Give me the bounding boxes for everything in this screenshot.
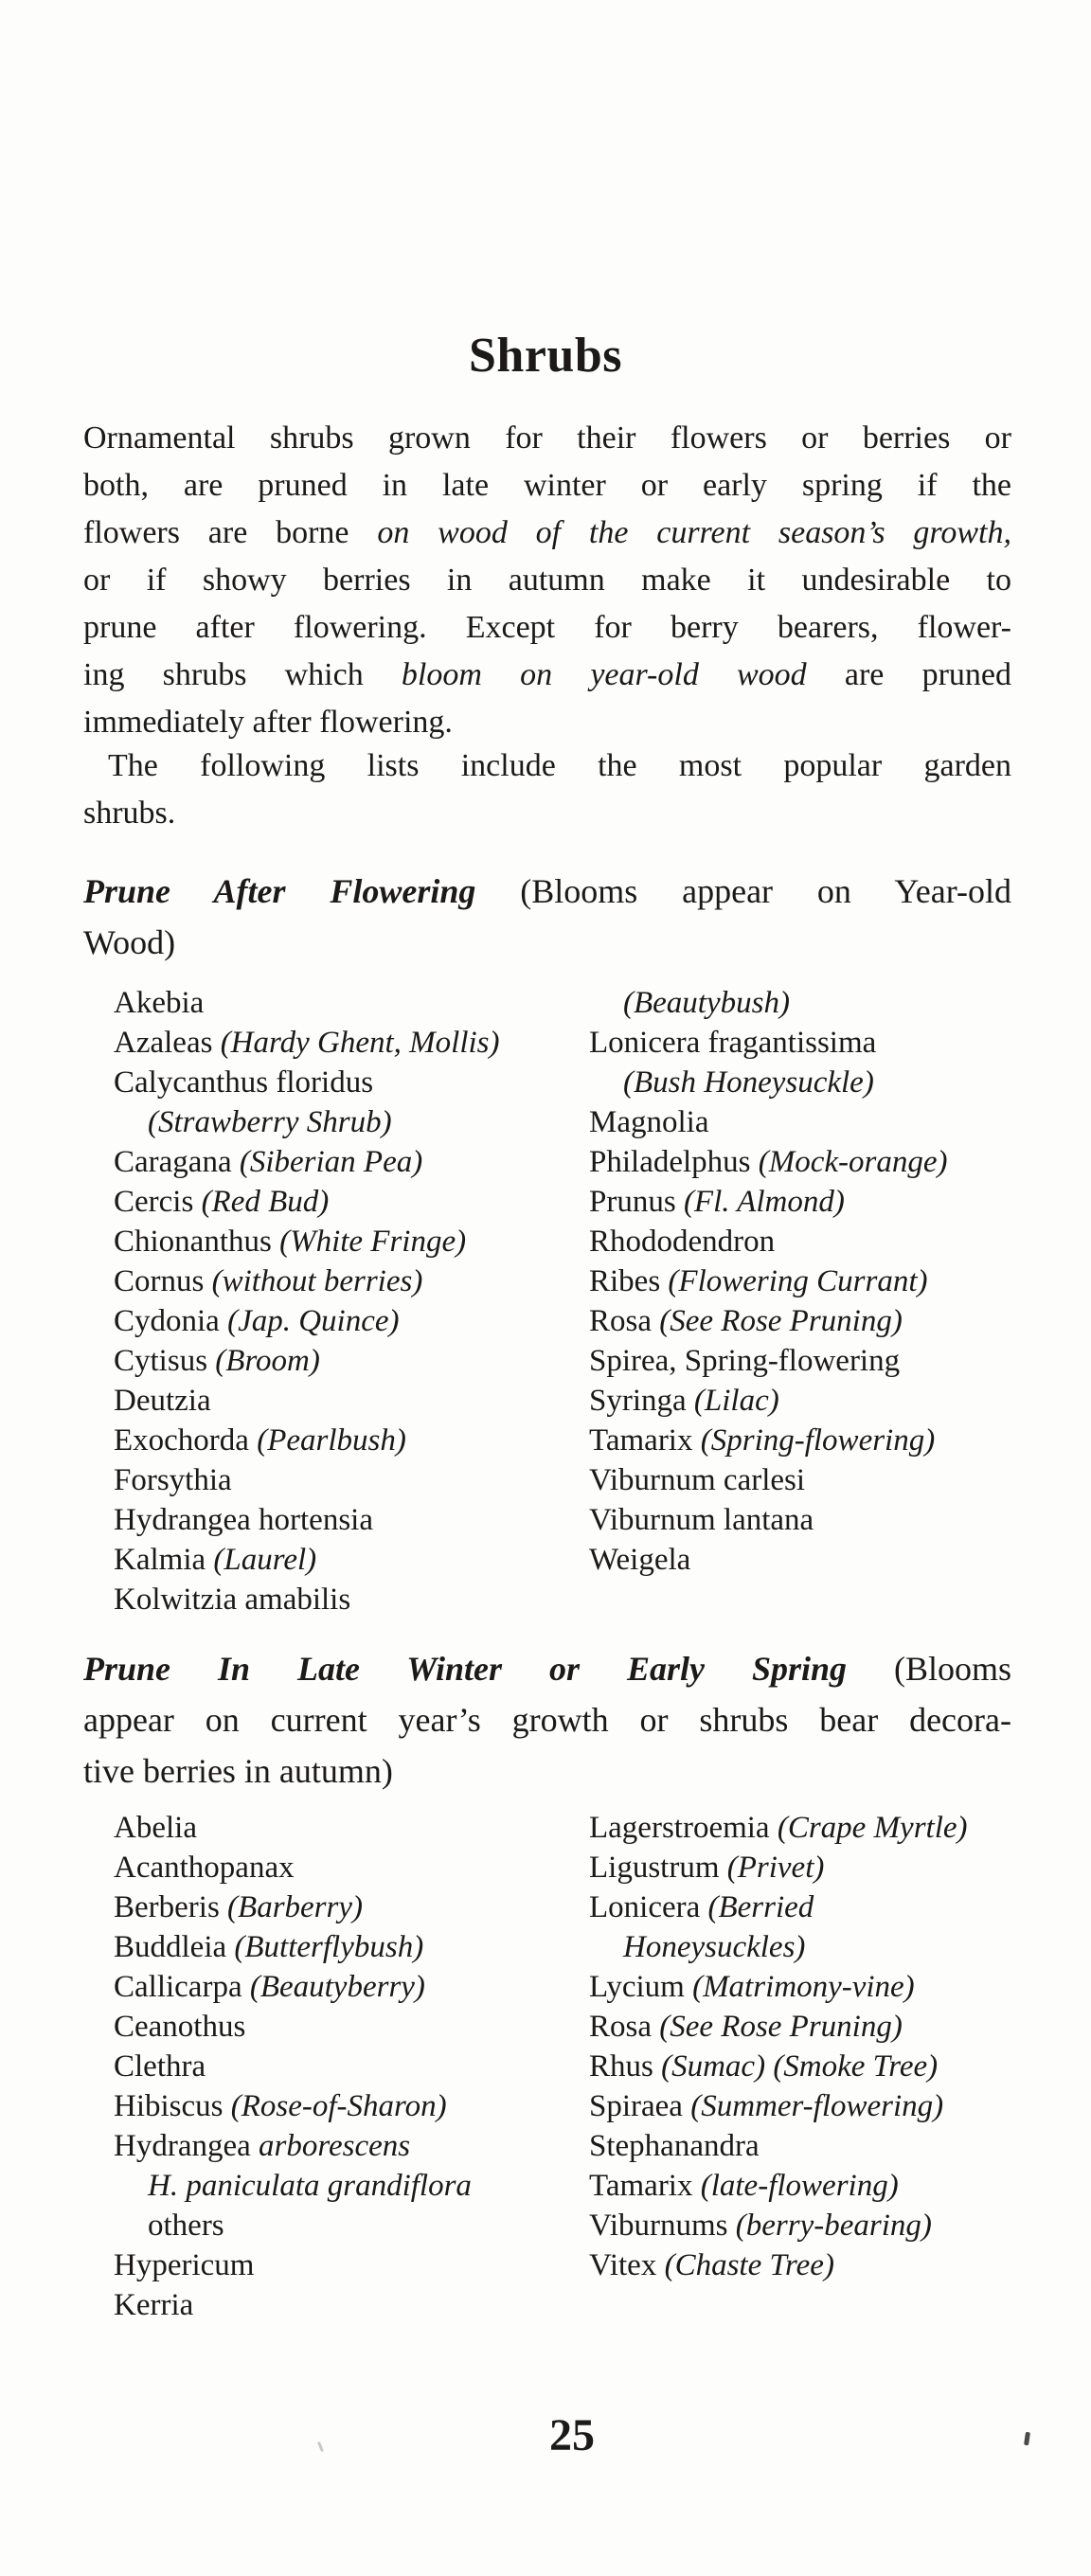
text-segment: Kolwitzia amabilis <box>114 1583 351 1617</box>
text-segment: The following lists include the most popular garden <box>108 748 1011 783</box>
text-segment: Calycanthus floridus <box>114 1065 374 1100</box>
list-item <box>589 2166 968 2206</box>
text-segment: Akebia <box>114 986 205 1020</box>
list-item <box>114 2206 589 2245</box>
text-line <box>83 1643 1011 1694</box>
text-segment: (Privet) <box>726 1851 825 1885</box>
text-segment: (Beautybush) <box>623 986 790 1020</box>
text-segment: Viburnum carlesi <box>589 1463 806 1497</box>
page-title: Shrubs <box>469 329 622 383</box>
text-line <box>83 557 1011 604</box>
list-item <box>589 2126 968 2166</box>
list-item <box>114 1887 589 1927</box>
list-item <box>114 1927 589 1967</box>
text-segment: Rhododendron <box>589 1225 776 1259</box>
list-item <box>589 1887 968 1927</box>
text-line <box>83 866 1011 917</box>
text-segment: Lonicera <box>589 1890 708 1924</box>
list-item <box>114 2166 589 2206</box>
list-item <box>589 1540 948 1580</box>
list-item <box>589 1063 948 1102</box>
text-segment: (Berried <box>707 1890 814 1924</box>
text-segment: (without berries) <box>211 1264 423 1298</box>
list-item <box>114 1222 589 1261</box>
text-segment: flowers are borne <box>83 515 378 550</box>
list-column-right <box>589 1808 968 2285</box>
text-segment: Hypericum <box>114 2248 255 2282</box>
text-segment: Tamarix <box>589 2169 701 2203</box>
text-segment: bloom on year-old wood <box>401 657 807 692</box>
page-number: 25 <box>549 2410 595 2460</box>
text-segment: Weigela <box>589 1543 691 1577</box>
text-segment: (Lilac) <box>693 1384 779 1418</box>
list-item <box>114 1421 589 1460</box>
text-segment: (Siberian Pea) <box>239 1145 423 1179</box>
list-item <box>114 1063 589 1102</box>
list-item <box>114 1540 589 1580</box>
text-segment: Callicarpa <box>114 1970 250 2004</box>
text-segment: Vitex <box>589 2248 665 2282</box>
list-item <box>114 1460 589 1500</box>
text-segment: (See Rose Pruning) <box>659 1304 903 1338</box>
text-segment: Prunus <box>589 1185 684 1219</box>
text-segment: (Summer-flowering) <box>690 2089 944 2123</box>
text-segment: (Butterflybush) <box>234 1930 424 1964</box>
list-item <box>589 2086 968 2126</box>
list-column-right <box>589 983 948 1580</box>
intro-paragraph-2 <box>83 742 1011 837</box>
text-line <box>83 790 1011 837</box>
intro-paragraph <box>83 415 1011 746</box>
text-segment: (Blooms appear on Year-old <box>475 872 1011 910</box>
text-segment: Chionanthus <box>114 1225 280 1259</box>
text-segment: Rosa <box>589 2010 660 2044</box>
text-segment: Viburnum lantana <box>589 1503 814 1537</box>
text-segment: H. paniculata grandiflora <box>148 2169 472 2203</box>
text-segment: (Flowering Currant) <box>668 1264 928 1298</box>
text-segment: (Hardy Ghent, Mollis) <box>220 1026 500 1060</box>
text-segment: (Jap. Quince) <box>227 1304 400 1338</box>
text-segment: (Fl. Almond) <box>683 1185 845 1219</box>
text-segment: Clethra <box>114 2049 206 2084</box>
list-item <box>114 1381 589 1421</box>
list-item <box>114 983 589 1023</box>
text-segment: Exochorda <box>114 1423 258 1458</box>
list-item <box>589 2007 968 2047</box>
text-segment: (Broom) <box>215 1344 320 1378</box>
list-item <box>114 2086 589 2126</box>
list-item <box>589 1848 968 1887</box>
text-line <box>83 917 1011 968</box>
list-item <box>114 2007 589 2047</box>
list-item <box>114 1808 589 1848</box>
text-segment: or if showy berries in autumn make it undesirable to <box>83 563 1011 598</box>
text-segment: appear on current year’s growth or shrubs bear decora- <box>83 1701 1011 1739</box>
list-column-left <box>114 983 589 1619</box>
text-segment: (See Rose Pruning) <box>659 2010 903 2044</box>
list-item <box>589 1460 948 1500</box>
text-segment: Cytisus <box>114 1344 216 1378</box>
text-segment: (Barberry) <box>227 1890 364 1924</box>
list-item <box>114 1848 589 1887</box>
text-segment: Deutzia <box>114 1384 211 1418</box>
text-line <box>83 1745 1011 1797</box>
text-line <box>83 742 1011 790</box>
text-line <box>83 604 1011 652</box>
text-segment: Rhus <box>589 2049 662 2084</box>
list-item <box>114 1142 589 1182</box>
text-segment: Forsythia <box>114 1463 232 1497</box>
list-item <box>589 1301 948 1341</box>
text-segment: Cercis <box>114 1185 202 1219</box>
text-segment: (late-flowering) <box>700 2169 899 2203</box>
text-segment: Prune In Late Winter or Early Spring <box>83 1650 847 1688</box>
list-item <box>589 1261 948 1301</box>
text-segment: Buddleia <box>114 1930 235 1964</box>
list-item <box>589 1341 948 1381</box>
text-segment: immediately after flowering. <box>83 705 453 740</box>
list-column-left <box>114 1808 589 2325</box>
text-segment: Lagerstroemia <box>589 1811 778 1845</box>
text-segment: Ribes <box>589 1264 669 1298</box>
text-line <box>83 462 1011 510</box>
text-segment: Lycium <box>589 1970 693 2004</box>
text-segment: Abelia <box>114 1811 197 1845</box>
list-item <box>114 1341 589 1381</box>
text-segment: both, are pruned in late winter or early spring if the <box>83 468 1011 503</box>
list-item <box>589 1222 948 1261</box>
text-segment: (Chaste Tree) <box>664 2248 834 2282</box>
text-segment: (Sumac) (Smoke Tree) <box>661 2049 939 2084</box>
text-segment: (Strawberry Shrub) <box>148 1105 392 1139</box>
list-item <box>589 1182 948 1222</box>
text-segment: (Rose-of-Sharon) <box>230 2089 447 2123</box>
list-item <box>114 1580 589 1619</box>
text-segment: (berry-bearing) <box>735 2209 932 2243</box>
text-segment: Spiraea <box>589 2089 691 2123</box>
shrub-list-prune-after-flowering <box>83 983 1011 1619</box>
text-segment: Cydonia <box>114 1304 228 1338</box>
text-segment: Rosa <box>589 1304 660 1338</box>
text-segment: arborescens <box>259 2129 411 2163</box>
list-item <box>114 1182 589 1222</box>
list-item <box>589 1967 968 2007</box>
list-item <box>589 983 948 1023</box>
list-item <box>589 1381 948 1421</box>
list-item <box>589 2245 968 2285</box>
list-item <box>114 2245 589 2285</box>
text-segment: others <box>148 2209 224 2243</box>
text-segment: ing shrubs which <box>83 657 402 692</box>
text-segment: Lonicera fragantissima <box>589 1026 877 1060</box>
text-segment: (Mock-orange) <box>758 1145 948 1179</box>
text-segment: (Red Bud) <box>201 1185 330 1219</box>
text-segment: tive berries in autumn) <box>83 1752 393 1790</box>
text-segment: (Matrimony-vine) <box>692 1970 915 2004</box>
text-segment: Caragana <box>114 1145 240 1179</box>
shrub-list-prune-late-winter <box>83 1808 1011 2325</box>
text-line <box>83 1694 1011 1745</box>
text-segment: Cornus <box>114 1264 212 1298</box>
text-segment: Prune After Flowering <box>83 872 476 910</box>
text-segment: Spirea, Spring-flowering <box>589 1344 901 1378</box>
text-segment: (Beautyberry) <box>249 1970 425 2004</box>
list-item <box>114 1301 589 1341</box>
text-segment: (Crape Myrtle) <box>777 1811 968 1845</box>
text-segment: (Bush Honeysuckle) <box>623 1065 874 1100</box>
text-segment: Philadelphus <box>589 1145 759 1179</box>
text-segment: (White Fringe) <box>279 1225 467 1259</box>
text-segment: Tamarix <box>589 1423 701 1458</box>
text-segment: Viburnums <box>589 2209 736 2243</box>
text-segment: Wood) <box>83 923 176 961</box>
text-segment: prune after flowering. Except for berry bearers, flower- <box>83 610 1011 645</box>
list-item <box>114 1023 589 1063</box>
text-segment: Ornamental shrubs grown for their flowers or berries or <box>83 420 1011 456</box>
text-segment: (Blooms <box>847 1650 1011 1688</box>
list-item <box>589 1808 968 1848</box>
list-item <box>589 1421 948 1460</box>
list-item <box>589 1023 948 1063</box>
list-item <box>589 2047 968 2086</box>
section-heading-prune-late-winter <box>83 1643 1011 1797</box>
text-segment: on wood of the current season’s growth, <box>377 515 1012 550</box>
text-segment: Berberis <box>114 1890 228 1924</box>
text-line <box>83 510 1011 557</box>
text-segment: shrubs. <box>83 796 176 831</box>
list-item <box>589 1142 948 1182</box>
text-segment: (Laurel) <box>213 1543 317 1577</box>
text-segment: Hydrangea hortensia <box>114 1503 373 1537</box>
text-line <box>83 699 1011 746</box>
list-item <box>589 1927 968 1967</box>
text-segment: (Pearlbush) <box>257 1423 406 1458</box>
list-item <box>114 1102 589 1142</box>
list-item <box>114 1500 589 1540</box>
list-item <box>589 1500 948 1540</box>
text-segment: Kalmia <box>114 1543 214 1577</box>
text-segment: Ceanothus <box>114 2010 246 2044</box>
list-item <box>114 2285 589 2325</box>
text-segment: Honeysuckles) <box>623 1930 806 1964</box>
list-item <box>589 2206 968 2245</box>
text-line <box>83 652 1011 699</box>
text-segment: Azaleas <box>114 1026 221 1060</box>
text-segment: Magnolia <box>589 1105 709 1139</box>
text-segment: (Spring-flowering) <box>700 1423 936 1458</box>
text-segment: are pruned <box>806 657 1011 692</box>
list-item <box>114 1261 589 1301</box>
text-line <box>83 415 1011 462</box>
section-heading-prune-after-flowering <box>83 866 1011 968</box>
list-item <box>114 2126 589 2166</box>
list-item <box>114 2047 589 2086</box>
text-segment: Acanthopanax <box>114 1851 295 1885</box>
list-item <box>589 1102 948 1142</box>
text-segment: Syringa <box>589 1384 694 1418</box>
text-segment: Kerria <box>114 2288 194 2322</box>
text-segment: Stephanandra <box>589 2129 760 2163</box>
list-item <box>114 1967 589 2007</box>
text-segment: Hydrangea <box>114 2129 259 2163</box>
text-segment: Hibiscus <box>114 2089 231 2123</box>
text-segment: Ligustrum <box>589 1851 727 1885</box>
